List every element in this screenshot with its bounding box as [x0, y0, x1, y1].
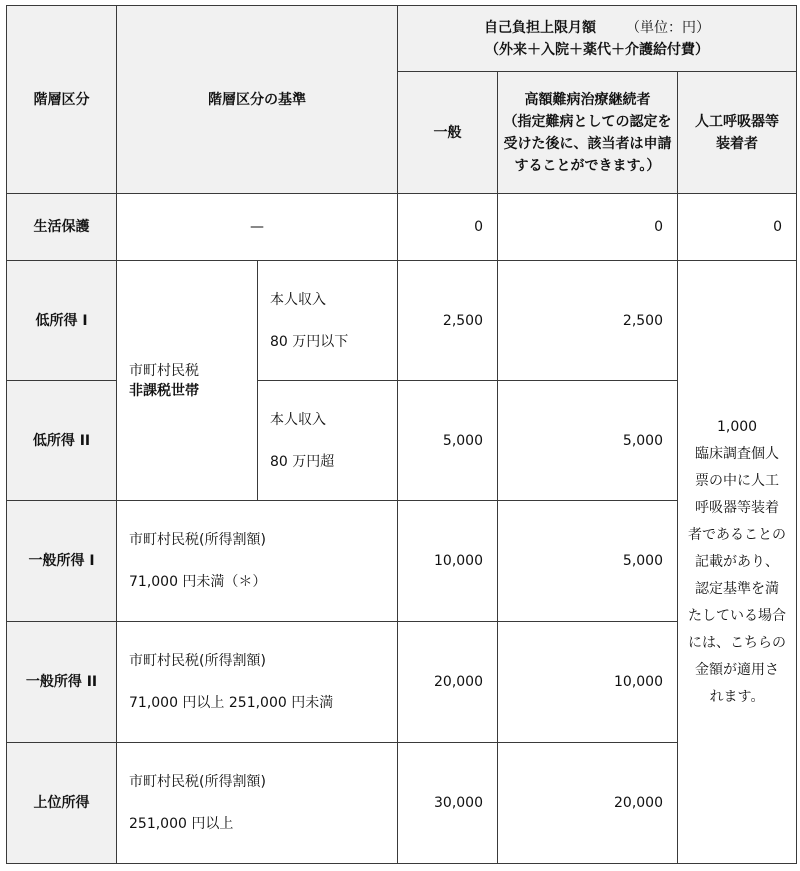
header-ventilator: [678, 72, 797, 194]
general-gen2: 20,000: [398, 622, 498, 743]
sub-low1-line-2: 80 万円以下: [270, 333, 349, 350]
header-limit: [398, 6, 797, 72]
ventilator-note-9: には、こちらの: [688, 634, 787, 651]
high-cost-title: 高額難病治療継続者: [524, 91, 651, 108]
high-cost-welfare: 0: [498, 194, 678, 261]
ventilator-note-2: 臨床調査個人: [695, 445, 780, 462]
gen1-line-2: 71,000 円未満（＊）: [129, 574, 267, 590]
criteria-gen2: [117, 622, 398, 743]
high-cost-note-2: 受けた後に、該当者は申請: [503, 135, 672, 152]
criteria-gen1: [117, 501, 398, 622]
high-cost-gen1: 5,000: [498, 501, 678, 622]
level-gen2: 一般所得 II: [7, 622, 117, 743]
low-group-line-1: 市町村民税: [129, 362, 199, 379]
limit-title: 自己負担上限月額: [484, 19, 597, 36]
sub-criteria-low2: [258, 381, 398, 501]
general-welfare: 0: [398, 194, 498, 261]
criteria-upper: [117, 743, 398, 864]
level-upper: 上位所得: [7, 743, 117, 864]
upper-line-1: 市町村民税(所得割額): [129, 774, 266, 790]
criteria-welfare: —: [117, 194, 398, 261]
high-cost-low2: 5,000: [498, 381, 678, 501]
ventilator-note-11: れます。: [709, 688, 765, 705]
general-low1: 2,500: [398, 261, 498, 381]
level-low1: 低所得 I: [7, 261, 117, 381]
sub-low2-line-2: 80 万円超: [270, 453, 335, 470]
row-welfare: [7, 194, 797, 261]
sub-criteria-low1: [258, 261, 398, 381]
ventilator-note-6: 記載があり、: [695, 553, 780, 570]
criteria-low-income: [117, 261, 258, 501]
sub-low2-line-1: 本人収入: [270, 411, 326, 428]
level-gen1: 一般所得 I: [7, 501, 117, 622]
high-cost-low1: 2,500: [498, 261, 678, 381]
ventilator-line-2: 装着者: [716, 135, 759, 152]
low-group-line-2: 非課税世帯: [129, 382, 199, 399]
ventilator-note-5: 者であることの: [688, 526, 787, 543]
gen2-line-1: 市町村民税(所得割額): [129, 653, 266, 669]
gen2-line-2: 71,000 円以上 251,000 円未満: [129, 695, 334, 711]
ventilator-note-10: 金額が適用さ: [695, 661, 780, 678]
ventilator-note-1: 1,000: [716, 418, 758, 435]
ventilator-note: [678, 261, 797, 864]
ventilator-note-3: 票の中に人工: [695, 472, 780, 489]
limit-subtitle: （外来＋入院＋薬代＋介護給付費）: [485, 41, 710, 58]
high-cost-note-3: することができます。）: [514, 157, 661, 174]
general-gen1: 10,000: [398, 501, 498, 622]
gen1-line-1: 市町村民税(所得割額): [129, 532, 266, 548]
upper-line-2: 251,000 円以上: [129, 816, 234, 832]
high-cost-note-1: （指定難病としての認定を: [503, 113, 672, 130]
general-upper: 30,000: [398, 743, 498, 864]
high-cost-gen2: 10,000: [498, 622, 678, 743]
ventilator-note-7: 認定基準を満: [695, 580, 780, 597]
ventilator-welfare: 0: [678, 194, 797, 261]
high-cost-upper: 20,000: [498, 743, 678, 864]
unit-label: （単位：円）: [626, 19, 711, 36]
header-level: 階層区分: [7, 6, 117, 194]
general-low2: 5,000: [398, 381, 498, 501]
header-general: 一般: [398, 72, 498, 194]
cost-limit-table: [6, 5, 797, 864]
header-high-cost: [498, 72, 678, 194]
row-low1: [7, 261, 797, 381]
ventilator-note-8: たしている場合: [688, 607, 787, 624]
ventilator-line-1: 人工呼吸器等: [695, 113, 780, 130]
header-criteria: 階層区分の基準: [117, 6, 398, 194]
level-low2: 低所得 II: [7, 381, 117, 501]
level-welfare: 生活保護: [7, 194, 117, 261]
ventilator-note-4: 呼吸器等装着: [695, 499, 780, 516]
sub-low1-line-1: 本人収入: [270, 291, 326, 308]
